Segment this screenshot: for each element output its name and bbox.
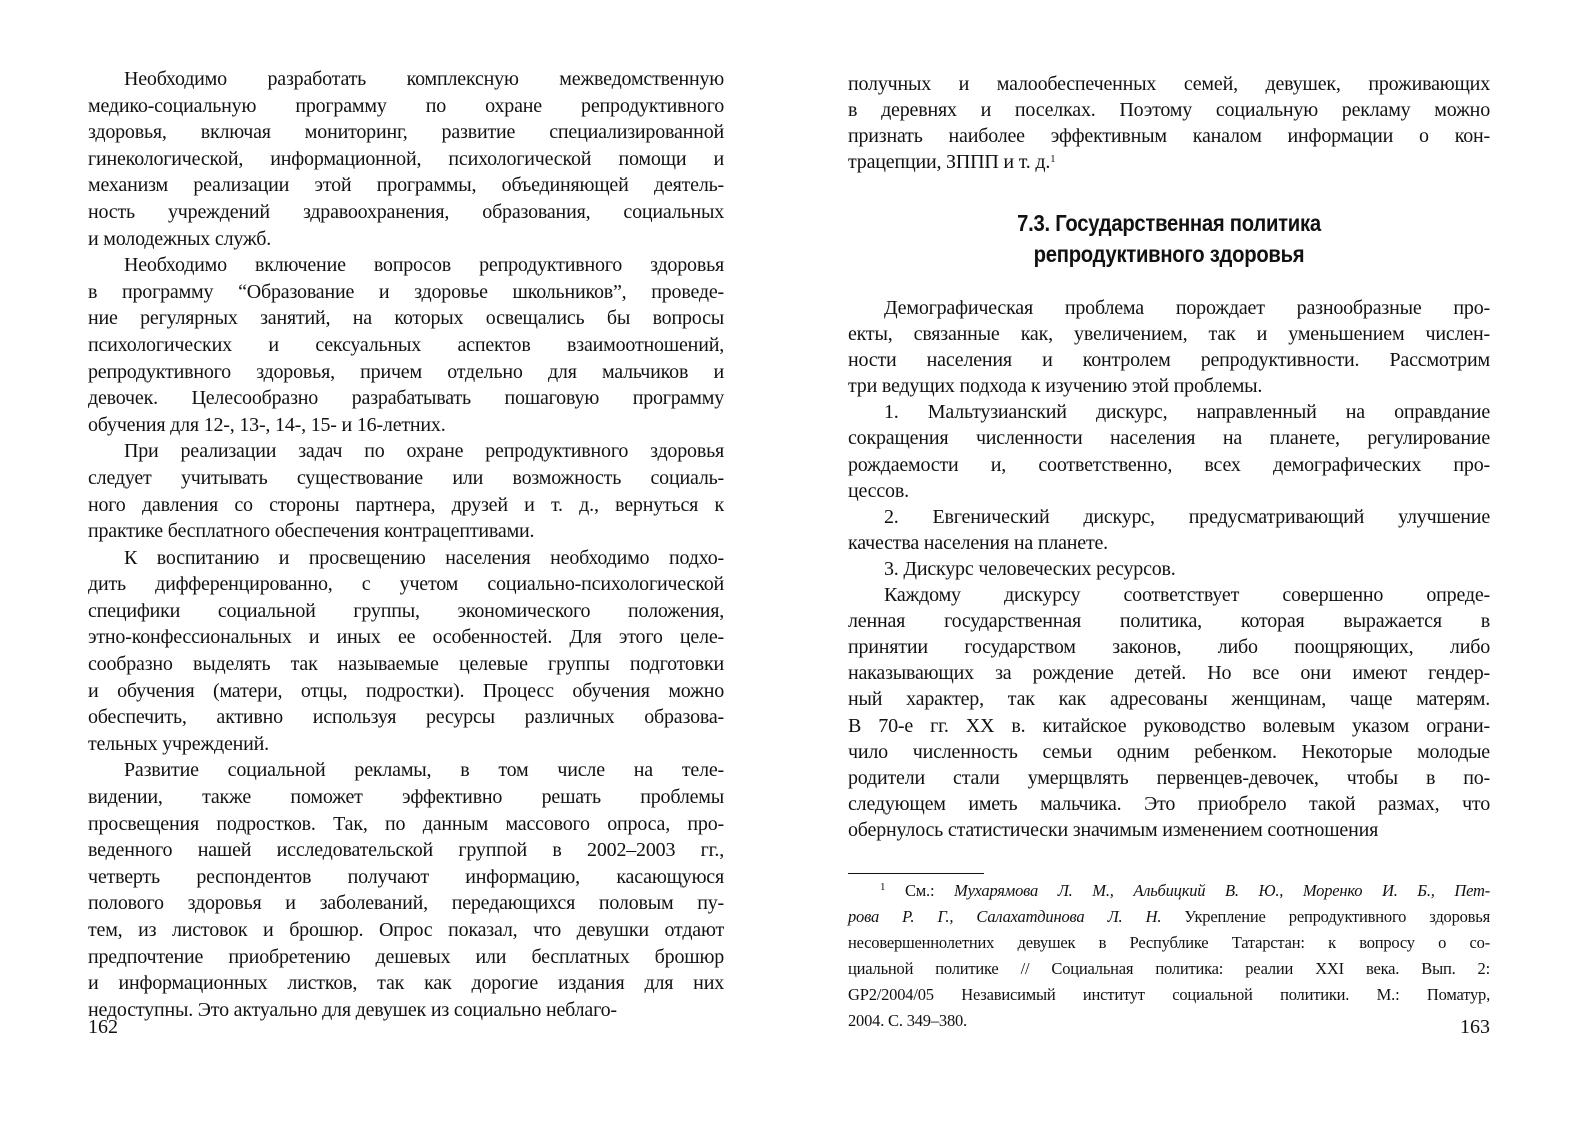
- footnote-authors: Мухарямова Л. М., Альбицкий В. Ю., Моренко И. Б., Пет-: [954, 881, 1490, 900]
- text-line: Демографическая проблема порождает разнообразные про-: [884, 297, 1490, 319]
- page-number: 163: [1460, 1016, 1490, 1038]
- footnote-title: Укрепление репродуктивного здоровья: [1184, 907, 1490, 927]
- text-line: рождаемости и, соответственно, всех демографических про-: [848, 453, 1490, 476]
- text-line: екты, связанные как, увеличением, так и уменьшением числен-: [848, 323, 1490, 346]
- text-line: девочек. Целесообразно разрабатывать пошаговую программу: [88, 387, 724, 410]
- text-line: сокращения численности населения на планете, регулирование: [848, 427, 1490, 450]
- text-line: сообразно выделять так называемые целевые группы подготовки: [88, 653, 724, 676]
- text-line: специфики социальной группы, экономического положения,: [88, 599, 724, 622]
- footnote-line: 2004. С. 349–380.: [848, 1011, 967, 1031]
- footnote-line: циальной политике // Социальная политика: реалии XXI века. Вып. 2:: [848, 959, 1490, 979]
- text-line: в деревнях и поселках. Поэтому социальную рекламу можно: [848, 99, 1490, 122]
- right-page-body: [848, 295, 1490, 843]
- text-line: гинекологической, информационной, психологической помощи и: [88, 147, 724, 170]
- text-line: ного давления со стороны партнера, друзей и т. д., вернуться к: [88, 493, 724, 516]
- text-line: Развитие социальной рекламы, в том числе на теле-: [124, 759, 724, 782]
- text-line: родители стали умерщвлять первенцев-девочек, чтобы в по-: [848, 766, 1490, 789]
- text-line: просвещения подростков. Так, по данным массового опроса, про-: [88, 812, 724, 835]
- text-line: принятии государством законов, либо поощряющих, либо: [848, 636, 1490, 659]
- text-line: ленная государственная политика, которая выражается в: [848, 610, 1490, 633]
- text-line: следующем иметь мальчика. Это приобрело такой размах, что: [848, 792, 1490, 815]
- heading-line: репродуктивного здоровья: [1033, 241, 1305, 267]
- footnote-ref: 1: [1050, 153, 1056, 166]
- continuation-paragraph: [848, 71, 1490, 175]
- text-line: признать наиболее эффективным каналом информации о кон-: [848, 125, 1490, 148]
- text-line: ный характер, так как адресованы женщинам, чаще матерям.: [848, 688, 1490, 711]
- footnote-line: [848, 904, 1490, 930]
- footnote-authors: рова Р. Г., Салахатдинова Л. Н.: [848, 907, 1162, 927]
- text-line-content: трацепции, ЗППП и т. д.: [848, 151, 1051, 174]
- text-line: 1. Мальтузианский дискурс, направленный на оправдание: [884, 401, 1490, 424]
- text-line: качества населения на планете.: [848, 531, 1108, 554]
- text-line: следует учитывать существование или возможность социаль-: [88, 466, 724, 489]
- text-line: медико-социальную программу по охране репродуктивного: [88, 94, 724, 117]
- text-line: [848, 149, 1490, 175]
- text-line: практике бесплатного обеспечения контрацептивами.: [88, 520, 535, 543]
- footnote: [848, 878, 1490, 1035]
- footnote-line: GP2/2004/05 Независимый институт социальной политики. М.: Поматур,: [848, 985, 1490, 1005]
- left-page: [88, 0, 724, 1128]
- text-line: ние регулярных занятий, на которых освещались бы вопросы: [88, 307, 724, 330]
- text-line: 3. Дискурс человеческих ресурсов.: [884, 557, 1176, 580]
- footnote-line: несовершеннолетних девушек в Республике Татарстан: к вопросу о со-: [848, 933, 1490, 953]
- text-line: недоступны. Это актуально для девушек из социально неблаго-: [88, 998, 617, 1021]
- right-page: [848, 0, 1490, 1128]
- text-line: 2. Евгенический дискурс, предусматривающий улучшение: [884, 505, 1490, 528]
- text-line: обернулось статистически значимым изменением соотношения: [848, 818, 1379, 841]
- text-line: механизм реализации этой программы, объединяющей деятель-: [88, 174, 724, 197]
- text-line: четверть респондентов получают информацию, касающуюся: [88, 865, 724, 888]
- text-line: обеспечить, активно используя ресурсы различных образова-: [88, 706, 724, 729]
- heading-line: 7.3. Государственная политика: [1017, 210, 1321, 236]
- section-heading: [887, 208, 1452, 270]
- text-line: ность учреждений здравоохранения, образования, социальных: [88, 200, 724, 223]
- text-line: этно-конфессиональных и иных ее особенностей. Для этого целе-: [88, 626, 724, 649]
- page-number: 162: [88, 1016, 118, 1038]
- text-line: К воспитанию и просвещению населения необходимо подхо-: [124, 546, 724, 569]
- text-line: обучения для 12-, 13-, 14-, 15- и 16-летних.: [88, 413, 446, 436]
- text-line: цессов.: [848, 479, 909, 502]
- text-line: Каждому дискурсу соответствует совершенно опреде-: [884, 584, 1490, 607]
- text-line: и информационных листков, так как дорогие издания для них: [88, 972, 724, 995]
- text-line: наказывающих за рождение детей. Но все они имеют гендер-: [848, 662, 1490, 685]
- text-line: дить дифференцированно, с учетом социально-психологической: [88, 573, 724, 596]
- text-line: репродуктивного здоровья, причем отдельно для мальчиков и: [88, 360, 724, 383]
- footnote-marker: 1: [880, 881, 886, 893]
- left-page-body: [88, 66, 724, 1023]
- text-line: тем, из листовок и брошюр. Опрос показал, что девушки отдают: [88, 919, 724, 941]
- text-line: веденного нашей исследовательской группой в 2002–2003 гг.,: [88, 839, 724, 862]
- text-line: полового здоровья и заболеваний, передающихся половым пу-: [88, 892, 724, 915]
- text-line: чило численность семьи одним ребенком. Некоторые молодые: [848, 740, 1490, 763]
- text-line: Необходимо разработать комплексную межведомственную: [124, 68, 724, 90]
- footnote-line: [848, 878, 1490, 904]
- text-line: здоровья, включая мониторинг, развитие специализированной: [88, 121, 724, 144]
- text-line: получных и малообеспеченных семей, девушек, проживающих: [848, 73, 1490, 95]
- text-line: три ведущих подхода к изучению этой проблемы.: [848, 375, 1263, 398]
- footnote-divider: [848, 873, 984, 874]
- text-line: психологических и сексуальных аспектов взаимоотношений,: [88, 333, 724, 356]
- text-line: предпочтение приобретению дешевых или бесплатных брошюр: [88, 945, 724, 968]
- text-line: тельных учреждений.: [88, 732, 269, 755]
- text-line: и обучения (матери, отцы, подростки). Процесс обучения можно: [88, 679, 724, 702]
- text-line: ности населения и контролем репродуктивности. Рассмотрим: [848, 349, 1490, 372]
- text-line: в программу “Образование и здоровье школьников”, проведе-: [88, 280, 724, 303]
- text-line: В 70-е гг. XX в. китайское руководство волевым указом ограни-: [848, 714, 1490, 737]
- text-line: и молодежных служб.: [88, 227, 272, 250]
- text-line: Необходимо включение вопросов репродуктивного здоровья: [124, 254, 724, 277]
- text-line: При реализации задач по охране репродуктивного здоровья: [124, 440, 724, 463]
- footnote-prefix: См.:: [905, 881, 935, 900]
- text-line: видении, также поможет эффективно решать проблемы: [88, 786, 724, 809]
